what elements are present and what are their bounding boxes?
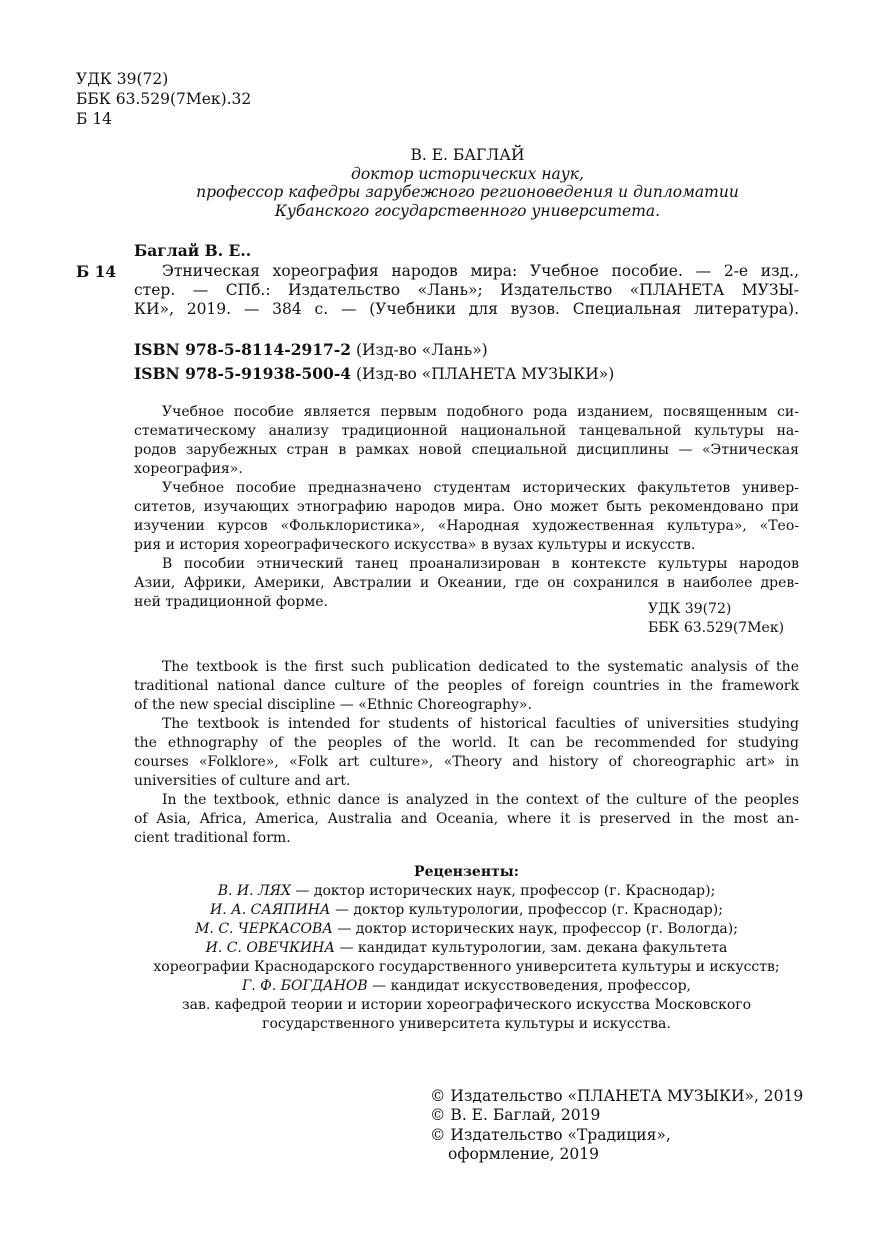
- reviewer-line: [134, 901, 799, 920]
- abstract-en-line: cient traditional form.: [134, 830, 291, 846]
- reviewer-line: [134, 1015, 799, 1034]
- author-title-line-3: Кубанского государственного университета.: [274, 202, 661, 220]
- reviewer-desc: государственного университета культуры и искусства.: [262, 1016, 671, 1032]
- bib-author: Баглай В. Е..: [134, 241, 252, 260]
- abstract-ru-line: Учебное пособие является первым подобного рода изданием, посвященным си-: [162, 404, 799, 420]
- reviewer-desc: хореографии Краснодарского государственного университета культуры и искусств;: [153, 959, 780, 975]
- abstract-en-line: The textbook is intended for students of historical faculties of universities studying: [162, 716, 799, 732]
- abstract-ru-line: ней традиционной форме.: [134, 594, 329, 610]
- abstract-en-line: traditional national dance culture of the peoples of foreign countries in the framework: [134, 678, 799, 694]
- bib-line-2: стер. — СПб.: Издательство «Лань»; Издательство «ПЛАНЕТА МУЗЫ-: [134, 281, 799, 299]
- abstract-en-line: courses «Folklore», «Folk art culture», «Theory and history of choreographic art» in: [134, 754, 799, 770]
- copyright-line: © Издательство «Традиция»,: [430, 1126, 671, 1144]
- isbn-row-1: [134, 340, 488, 360]
- reviewer-line: [134, 996, 799, 1015]
- abstract-ru-line: В пособии этнический танец проанализирован в контексте культуры народов: [162, 556, 799, 572]
- reviewer-name: И. А. САЯПИНА: [210, 902, 331, 918]
- isbn-number-2: ISBN 978-5-91938-500-4: [134, 364, 352, 383]
- abstract-en-line: of the new special discipline — «Ethnic Choreography».: [134, 697, 532, 713]
- copyright-line: оформление, 2019: [448, 1145, 599, 1163]
- reviewer-line: [134, 939, 799, 958]
- author-title-line-1: доктор исторических наук,: [351, 165, 584, 183]
- reviewer-name: Г. Ф. БОГДАНОВ: [242, 978, 368, 994]
- abstract-ru-line: Учебное пособие предназначено студентам исторических факультетов универ-: [162, 480, 799, 496]
- abstract-en-line: the ethnography of the peoples of the world. It can be recommended for studying: [134, 735, 799, 751]
- bib-mark: Б 14: [76, 262, 117, 281]
- abstract-ru-line: рия и история хореографического искусства» в вузах культуры и искусств.: [134, 537, 696, 553]
- copyright-line: © В. Е. Баглай, 2019: [430, 1106, 601, 1124]
- abstract-ru-line: изучении курсов «Фольклористика», «Народная художественная культура», «Тео-: [134, 518, 799, 534]
- isbn-publisher-1: (Изд-во «Лань»): [355, 341, 488, 359]
- abstract-en: [134, 658, 799, 848]
- reviewer-desc: — кандидат культурологии, зам. декана факультета: [335, 940, 728, 956]
- reviewer-name: И. С. ОВЕЧКИНА: [205, 940, 335, 956]
- reviewer-line: [134, 977, 799, 996]
- isbn-number-1: ISBN 978-5-8114-2917-2: [134, 340, 352, 359]
- reviewer-line: [134, 882, 799, 901]
- author-name: В. Е. БАГЛАЙ: [410, 146, 525, 164]
- reviewer-line: [134, 958, 799, 977]
- reviewer-desc: зав. кафедрой теории и истории хореографического искусства Московского: [181, 997, 752, 1013]
- reviewer-name: В. И. ЛЯХ: [217, 883, 291, 899]
- reviewers-block: [134, 863, 799, 1034]
- reviewer-desc: — доктор исторических наук, профессор (г. Вологда);: [332, 921, 738, 937]
- reviewers-heading: Рецензенты:: [414, 864, 519, 880]
- abstract-bbk: ББК 63.529(7Мек): [648, 620, 785, 636]
- bbk-code: ББК 63.529(7Мек).32: [76, 90, 252, 108]
- udk-code: УДК 39(72): [76, 70, 169, 88]
- abstract-ru-line: хореография».: [134, 461, 243, 477]
- bib-description: [134, 262, 799, 319]
- abstract-ru: [134, 403, 799, 612]
- bib-line-3: КИ», 2019. — 384 с. — (Учебники для вузов. Специальная литература).: [134, 300, 799, 318]
- abstract-en-line: of Asia, Africa, America, Australia and Oceania, where it is preserved in the most an-: [134, 811, 799, 827]
- abstract-ru-line: Азии, Африки, Америки, Австралии и Океании, где он сохранился в наиболее древ-: [134, 575, 799, 591]
- abstract-en-line: In the textbook, ethnic dance is analyzed in the context of the culture of the peoples: [162, 792, 799, 808]
- isbn-publisher-2: (Изд-во «ПЛАНЕТА МУЗЫКИ»): [355, 365, 615, 383]
- reviewer-desc: — кандидат искусствоведения, профессор,: [367, 978, 691, 994]
- copyright-line: © Издательство «ПЛАНЕТА МУЗЫКИ», 2019: [430, 1087, 804, 1105]
- abstract-ru-line: родов зарубежных стран в рамках новой специальной дисциплины — «Этническая: [134, 442, 799, 458]
- abstract-en-line: The textbook is the first such publication dedicated to the systematic analysis of the: [162, 659, 799, 675]
- isbn-row-2: [134, 364, 614, 384]
- reviewer-desc: — доктор исторических наук, профессор (г. Краснодар);: [290, 883, 716, 899]
- abstract-udk: УДК 39(72): [648, 601, 732, 617]
- reviewer-name: М. С. ЧЕРКАСОВА: [195, 921, 333, 937]
- abstract-ru-line: стематическому анализу традиционной национальной танцевальной культуры на-: [134, 423, 799, 439]
- abstract-en-line: universities of culture and art.: [134, 773, 351, 789]
- author-title-line-2: профессор кафедры зарубежного регионоведения и дипломатии: [196, 183, 739, 201]
- author-mark: Б 14: [76, 110, 113, 128]
- bib-line-1: Этническая хореография народов мира: Учебное пособие. — 2-е изд.,: [162, 262, 799, 280]
- reviewer-desc: — доктор культурологии, профессор (г. Краснодар);: [330, 902, 723, 918]
- reviewer-line: [134, 920, 799, 939]
- abstract-ru-line: ситетов, изучающих этнографию народов мира. Оно может быть рекомендовано при: [134, 499, 799, 515]
